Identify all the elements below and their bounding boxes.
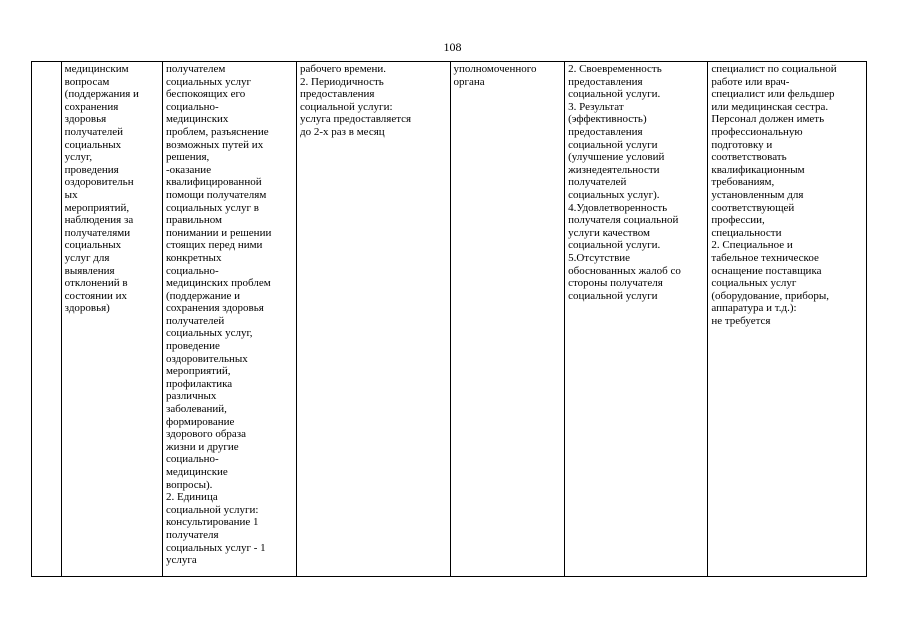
table-row bbox=[32, 62, 867, 577]
services-table bbox=[31, 61, 867, 577]
cell-service-terms: рабочего времени. 2. Периодичность предоставления социальной услуги: услуга предоставляется до 2-х раз в месяц bbox=[297, 62, 450, 577]
cell-service-name: медицинским вопросам (поддержания и сохранения здоровья получателей социальных услуг, проведения оздоровительн ых мероприятий, наблюдения за получателями социальных услуг для выявления отклонений в состоянии их здоровья) bbox=[61, 62, 162, 577]
cell-service-description: получателем социальных услуг беспокоящих его социально- медицинских проблем, разъяснение возможных путей их решения, -оказание квалифицированной помощи получателям социальных услуг в правильном понимании и решении стоящих перед ними конкретных социально- медицинских проблем (поддержание и сохранения здоровья получателей социальных услуг, проведение оздоровительных мероприятий, профилактика различных заболеваний, формирование здорового образа жизни и другие социально- медицинские вопросы). 2. Единица социальной услуги: консультирование 1 получателя социальных услуг - 1 услуга bbox=[162, 62, 296, 577]
cell-service-conditions: специалист по социальной работе или врач- специалист или фельдшер или медицинская сестра. Персонал должен иметь профессиональную подготовку и соответствовать квалификационным требованиям, установленным для соответствующей профессии, специальности 2. Специальное и табельное техническое оснащение поставщика социальных услуг (оборудование, приборы, аппаратура и т.д.): не требуется bbox=[708, 62, 867, 577]
page-number: 108 bbox=[443, 40, 462, 54]
cell-quality-indicators: 2. Своевременность предоставления социальной услуги. 3. Результат (эффективность) предоставления социальной услуги (улучшение условий жизнедеятельности получателей социальных услуг). 4.Удовлетворенность получателя социальной услуги качеством социальной услуги. 5.Отсутствие обоснованных жалоб со стороны получателя социальной услуги bbox=[565, 62, 708, 577]
cell-service-cost: уполномоченного органа bbox=[450, 62, 565, 577]
cell-index bbox=[32, 62, 62, 577]
